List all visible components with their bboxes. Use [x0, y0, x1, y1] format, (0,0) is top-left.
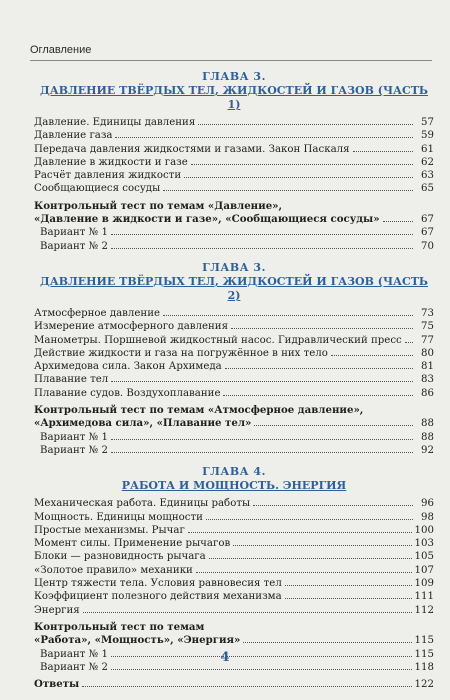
toc-entry-test[interactable]: «Работа», «Мощность», «Энергия» 115 [34, 634, 434, 647]
toc-entry[interactable]: Плавание тел 83 [34, 374, 434, 386]
page-number: 4 [220, 650, 230, 665]
toc-entry[interactable]: Манометры. Поршневой жидкостный насос. Гидравлический пресс 77 [34, 334, 434, 346]
running-header: Оглавление [30, 44, 92, 56]
toc-entry[interactable]: Сообщающиеся сосуды 65 [34, 183, 434, 195]
header-divider [30, 60, 432, 61]
toc-entry[interactable]: Блоки — разновидность рычага 105 [34, 551, 434, 563]
table-of-contents [34, 70, 434, 691]
toc-entry[interactable]: Расчёт давления жидкости 63 [34, 170, 434, 182]
toc-entry[interactable]: Архимедова сила. Закон Архимеда 81 [34, 361, 434, 373]
toc-entry[interactable]: Простые механизмы. Рычаг 100 [34, 524, 434, 536]
chapter-title: ДАВЛЕНИЕ ТВЁРДЫХ ТЕЛ, ЖИДКОСТЕЙ И ГАЗОВ (ЧАСТЬ 2) [40, 274, 428, 302]
toc-entry[interactable]: Измерение атмосферного давления 75 [34, 321, 434, 333]
chapter-number: ГЛАВА 3. [202, 260, 266, 274]
chapter-entries [34, 307, 434, 400]
toc-entry-variant[interactable]: Вариант № 1 115 [40, 648, 434, 660]
toc-entry[interactable]: Энергия 112 [34, 604, 434, 616]
chapter-heading-3-part-2 [34, 261, 434, 303]
toc-entry[interactable]: Момент силы. Применение рычагов 103 [34, 538, 434, 550]
toc-entry-variant[interactable]: Вариант № 1 88 [40, 431, 434, 443]
toc-entry[interactable]: Коэффициент полезного действия механизма 111 [34, 591, 434, 603]
toc-entry[interactable]: Мощность. Единицы мощности 98 [34, 511, 434, 523]
chapter-title: ДАВЛЕНИЕ ТВЁРДЫХ ТЕЛ, ЖИДКОСТЕЙ И ГАЗОВ (ЧАСТЬ 1) [40, 84, 428, 111]
toc-entry[interactable]: Центр тяжести тела. Условия равновесия тел 109 [34, 578, 434, 590]
toc-entry-answers[interactable]: Ответы 122 [34, 678, 434, 691]
chapter-title: РАБОТА И МОЩНОСТЬ. ЭНЕРГИЯ [121, 479, 347, 493]
toc-entry-variant[interactable]: Вариант № 1 67 [40, 227, 434, 239]
toc-entry-test[interactable]: «Архимедова сила», «Плавание тел» 88 [34, 417, 434, 430]
toc-entry[interactable]: Действие жидкости и газа на погружённое в них тело 80 [34, 347, 434, 359]
toc-entry-variant[interactable]: Вариант № 2 92 [40, 444, 434, 456]
test-heading-line: Контрольный тест по темам «Давление», [34, 199, 283, 212]
toc-entry[interactable]: Механическая работа. Единицы работы 96 [34, 498, 434, 510]
chapter-number: ГЛАВА 4. [202, 465, 266, 479]
toc-entry[interactable]: Давление. Единицы давления 57 [34, 117, 434, 128]
chapter-number: ГЛАВА 3. [202, 70, 266, 83]
toc-entry[interactable]: Давление в жидкости и газе 62 [34, 156, 434, 168]
toc-entry[interactable]: Плавание судов. Воздухоплавание 86 [34, 387, 434, 399]
toc-entry[interactable]: Передача давления жидкостями и газами. Закон Паскаля 61 [34, 143, 434, 155]
chapter-heading-4 [34, 465, 434, 493]
chapter-entries [34, 116, 434, 196]
toc-entry[interactable]: «Золотое правило» механики 107 [34, 564, 434, 576]
chapter-heading-3-part-1 [34, 70, 434, 112]
toc-entry[interactable]: Атмосферное давление 73 [34, 307, 434, 319]
toc-entry-variant[interactable]: Вариант № 2 70 [40, 240, 434, 252]
toc-entry-test[interactable]: «Давление в жидкости и газе», «Сообщающиеся сосуды» 67 [34, 213, 434, 226]
test-heading-line: Контрольный тест по темам [34, 620, 205, 633]
test-heading-line: Контрольный тест по темам «Атмосферное давление», [34, 404, 364, 417]
toc-entry[interactable]: Давление газа 59 [34, 130, 434, 142]
toc-entry-variant[interactable]: Вариант № 2 118 [40, 661, 434, 673]
chapter-entries [34, 497, 434, 617]
